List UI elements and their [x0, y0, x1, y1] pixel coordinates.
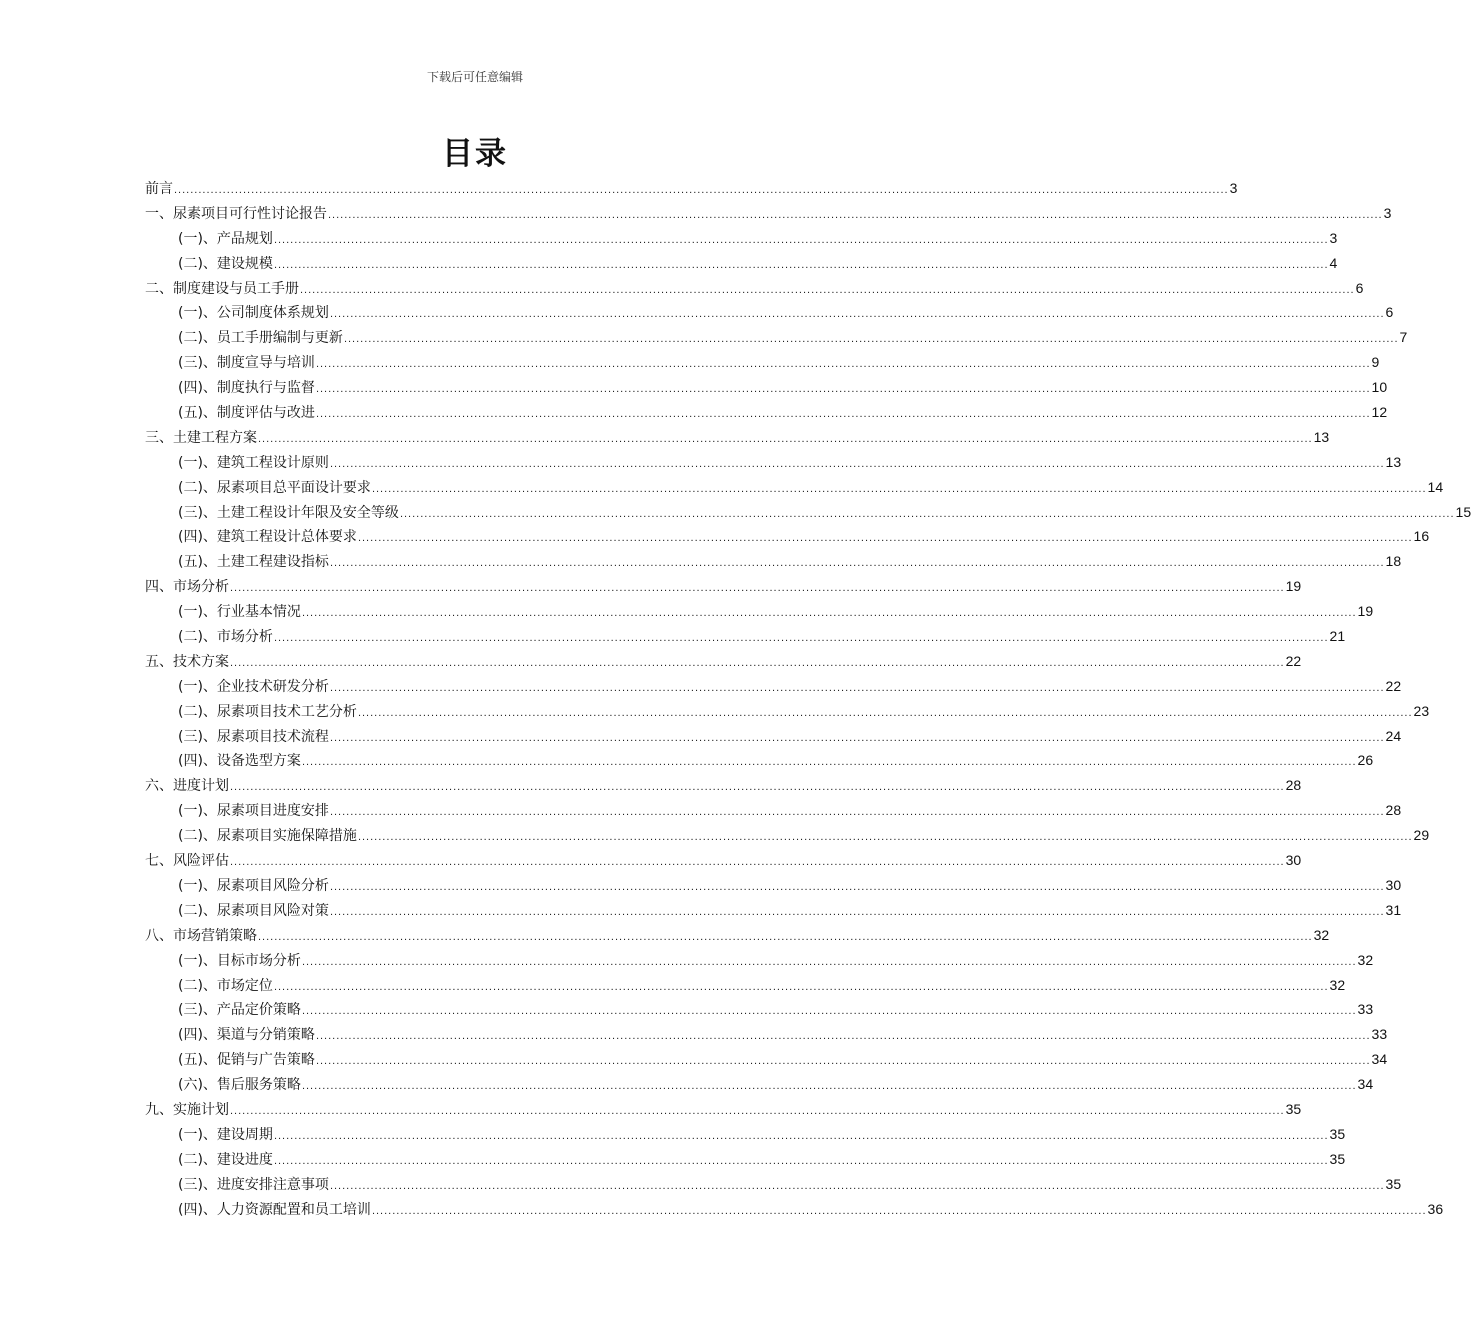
toc-entry-page-number: 28	[1385, 802, 1402, 819]
toc-entry[interactable]	[145, 948, 1374, 973]
toc-entry-label: (四)、渠道与分销策略	[178, 1027, 315, 1044]
toc-entry-label: (一)、建筑工程设计原则	[178, 454, 329, 471]
toc-dot-leader: ....................................................................................................................................................................................................................................................................	[273, 980, 1329, 993]
toc-entry-page-number: 34	[1371, 1051, 1388, 1068]
toc-entry[interactable]	[145, 574, 1302, 599]
toc-entry-label: (二)、尿素项目技术工艺分析	[178, 703, 357, 720]
toc-entry[interactable]	[145, 549, 1402, 574]
toc-entry-label: 三、土建工程方案	[145, 429, 257, 446]
toc-dot-leader: ....................................................................................................................................................................................................................................................................	[357, 831, 1413, 844]
toc-dot-leader: ....................................................................................................................................................................................................................................................................	[273, 632, 1329, 645]
toc-entry-page-number: 28	[1285, 777, 1302, 794]
toc-entry[interactable]	[145, 823, 1430, 848]
toc-entry-page-number: 3	[1329, 229, 1338, 246]
toc-dot-leader: ....................................................................................................................................................................................................................................................................	[371, 1204, 1427, 1217]
toc-entry-page-number: 14	[1427, 478, 1444, 495]
toc-entry-page-number: 21	[1329, 628, 1346, 645]
toc-dot-leader: ....................................................................................................................................................................................................................................................................	[301, 607, 1357, 620]
toc-entry-page-number: 35	[1385, 1175, 1402, 1192]
toc-entry-page-number: 32	[1357, 951, 1374, 968]
toc-entry-page-number: 4	[1329, 254, 1338, 271]
toc-dot-leader: ....................................................................................................................................................................................................................................................................	[301, 955, 1357, 968]
toc-entry-page-number: 32	[1313, 926, 1330, 943]
toc-entry[interactable]	[145, 300, 1394, 325]
toc-entry-page-number: 3	[1229, 180, 1238, 196]
toc-entry[interactable]	[145, 276, 1364, 301]
toc-entry-page-number: 7	[1399, 329, 1408, 346]
toc-entry-label: (二)、尿素项目总平面设计要求	[178, 479, 371, 496]
toc-entry[interactable]	[145, 500, 1471, 525]
toc-entry-page-number: 26	[1357, 752, 1374, 769]
toc-entry-page-number: 32	[1329, 976, 1346, 993]
toc-entry-page-number: 18	[1385, 553, 1402, 570]
toc-dot-leader: ....................................................................................................................................................................................................................................................................	[301, 1080, 1357, 1093]
toc-entry[interactable]	[145, 1172, 1402, 1197]
toc-dot-leader: ....................................................................................................................................................................................................................................................................	[273, 1129, 1329, 1142]
toc-entry-label: 九、实施计划	[145, 1101, 229, 1118]
toc-dot-leader: ....................................................................................................................................................................................................................................................................	[329, 457, 1385, 470]
toc-dot-leader: ....................................................................................................................................................................................................................................................................	[329, 308, 1385, 321]
toc-entry[interactable]	[145, 724, 1402, 749]
toc-entry-page-number: 6	[1385, 304, 1394, 321]
toc-entry-label: (四)、制度执行与监督	[178, 380, 315, 397]
toc-dot-leader: ....................................................................................................................................................................................................................................................................	[315, 1030, 1371, 1043]
toc-dot-leader: ....................................................................................................................................................................................................................................................................	[329, 880, 1385, 893]
toc-entry-label: (五)、制度评估与改进	[178, 405, 315, 422]
toc-entry-label: (一)、产品规划	[178, 230, 273, 247]
toc-entry-label: (三)、尿素项目技术流程	[178, 728, 329, 745]
toc-entry[interactable]	[145, 1097, 1302, 1122]
toc-entry[interactable]	[145, 674, 1402, 699]
toc-dot-leader: ....................................................................................................................................................................................................................................................................	[174, 184, 1229, 196]
toc-entry[interactable]	[145, 599, 1374, 624]
toc-dot-leader: ....................................................................................................................................................................................................................................................................	[315, 1055, 1371, 1068]
toc-entry[interactable]	[145, 1047, 1388, 1072]
toc-dot-leader: ....................................................................................................................................................................................................................................................................	[357, 532, 1413, 545]
toc-entry-label: (一)、行业基本情况	[178, 604, 301, 621]
toc-entry[interactable]	[145, 425, 1330, 450]
toc-entry-label: 七、风险评估	[145, 853, 229, 870]
toc-dot-leader: ....................................................................................................................................................................................................................................................................	[230, 582, 1285, 595]
toc-entry-label: (一)、尿素项目进度安排	[178, 803, 329, 820]
toc-entry[interactable]	[145, 176, 1238, 201]
toc-entry-page-number: 9	[1371, 354, 1380, 371]
toc-entry-label: (一)、尿素项目风险分析	[178, 877, 329, 894]
toc-dot-leader: ....................................................................................................................................................................................................................................................................	[273, 233, 1329, 246]
toc-dot-leader: ....................................................................................................................................................................................................................................................................	[329, 1179, 1385, 1192]
toc-dot-leader: ....................................................................................................................................................................................................................................................................	[371, 482, 1427, 495]
toc-entry[interactable]	[145, 1147, 1346, 1172]
toc-entry-label: (二)、建设进度	[178, 1151, 273, 1168]
toc-entry[interactable]	[145, 375, 1388, 400]
toc-entry-page-number: 33	[1371, 1026, 1388, 1043]
toc-entry-page-number: 16	[1413, 528, 1430, 545]
toc-entry-page-number: 23	[1413, 702, 1430, 719]
toc-entry[interactable]	[145, 400, 1388, 425]
toc-entry-label: (二)、尿素项目风险对策	[178, 902, 329, 919]
toc-dot-leader: ....................................................................................................................................................................................................................................................................	[273, 1154, 1329, 1167]
toc-entry-label: (一)、公司制度体系规划	[178, 305, 329, 322]
toc-entry-label: (二)、建设规模	[178, 255, 273, 272]
toc-entry[interactable]	[145, 773, 1302, 798]
toc-entry-page-number: 6	[1355, 279, 1364, 296]
toc-entry-page-number: 34	[1357, 1076, 1374, 1093]
toc-entry[interactable]	[145, 524, 1430, 549]
toc-entry[interactable]	[145, 997, 1374, 1022]
toc-entry-page-number: 35	[1329, 1150, 1346, 1167]
toc-entry-page-number: 22	[1385, 677, 1402, 694]
toc-entry-page-number: 19	[1357, 603, 1374, 620]
toc-dot-leader: ....................................................................................................................................................................................................................................................................	[230, 656, 1285, 669]
toc-entry[interactable]	[145, 201, 1392, 226]
toc-entry-page-number: 36	[1427, 1200, 1444, 1217]
toc-entry[interactable]	[145, 1122, 1346, 1147]
toc-dot-leader: ....................................................................................................................................................................................................................................................................	[329, 681, 1385, 694]
toc-entry-label: (二)、市场定位	[178, 977, 273, 994]
toc-dot-leader: ....................................................................................................................................................................................................................................................................	[301, 1005, 1357, 1018]
toc-entry[interactable]	[145, 873, 1402, 898]
toc-entry-page-number: 30	[1385, 876, 1402, 893]
toc-entry[interactable]	[145, 226, 1338, 251]
toc-entry-page-number: 33	[1357, 1001, 1374, 1018]
toc-entry[interactable]	[145, 748, 1374, 773]
toc-entry[interactable]	[145, 325, 1408, 350]
toc-dot-leader: ....................................................................................................................................................................................................................................................................	[230, 1104, 1285, 1117]
toc-dot-leader: ....................................................................................................................................................................................................................................................................	[301, 756, 1357, 769]
toc-dot-leader: ....................................................................................................................................................................................................................................................................	[300, 283, 1355, 296]
toc-entry[interactable]	[145, 798, 1402, 823]
toc-entry-page-number: 19	[1285, 578, 1302, 595]
toc-entry-label: (四)、建筑工程设计总体要求	[178, 529, 357, 546]
toc-entry-label: (四)、设备选型方案	[178, 753, 301, 770]
toc-entry-label: (三)、产品定价策略	[178, 1002, 301, 1019]
toc-entry-label: (二)、市场分析	[178, 629, 273, 646]
toc-entry-page-number: 10	[1371, 379, 1388, 396]
toc-dot-leader: ....................................................................................................................................................................................................................................................................	[329, 557, 1385, 570]
toc-entry[interactable]	[145, 624, 1346, 649]
toc-dot-leader: ....................................................................................................................................................................................................................................................................	[230, 781, 1285, 794]
header-note: 下载后可任意编辑	[426, 70, 523, 84]
toc-entry-label: (四)、人力资源配置和员工培训	[178, 1201, 371, 1218]
toc-entry-page-number: 35	[1285, 1100, 1302, 1117]
toc-entry-page-number: 13	[1385, 453, 1402, 470]
toc-dot-leader: ....................................................................................................................................................................................................................................................................	[329, 905, 1385, 918]
table-of-contents	[145, 176, 1471, 1221]
toc-entry-page-number: 22	[1285, 652, 1302, 669]
toc-entry-label: (一)、目标市场分析	[178, 952, 301, 969]
toc-entry[interactable]	[145, 923, 1330, 948]
toc-title: 目录	[442, 136, 508, 172]
toc-entry-label: 一、尿素项目可行性讨论报告	[145, 205, 327, 222]
toc-entry-label: (五)、土建工程建设指标	[178, 554, 329, 571]
toc-dot-leader: ....................................................................................................................................................................................................................................................................	[315, 383, 1371, 396]
toc-dot-leader: ....................................................................................................................................................................................................................................................................	[343, 333, 1399, 346]
toc-entry[interactable]	[145, 898, 1402, 923]
toc-entry-label: 八、市场营销策略	[145, 927, 257, 944]
toc-entry[interactable]	[145, 350, 1380, 375]
toc-dot-leader: ....................................................................................................................................................................................................................................................................	[258, 432, 1313, 445]
toc-entry-label: (二)、员工手册编制与更新	[178, 330, 343, 347]
toc-entry-label: (一)、企业技术研发分析	[178, 678, 329, 695]
toc-dot-leader: ....................................................................................................................................................................................................................................................................	[328, 208, 1383, 221]
toc-entry-label: (二)、尿素项目实施保障措施	[178, 828, 357, 845]
toc-entry-page-number: 31	[1385, 901, 1402, 918]
toc-dot-leader: ....................................................................................................................................................................................................................................................................	[315, 408, 1371, 421]
toc-dot-leader: ....................................................................................................................................................................................................................................................................	[399, 507, 1455, 520]
toc-entry-label: (三)、进度安排注意事项	[178, 1176, 329, 1193]
toc-entry-label: (六)、售后服务策略	[178, 1077, 301, 1094]
toc-entry[interactable]	[145, 251, 1338, 276]
toc-dot-leader: ....................................................................................................................................................................................................................................................................	[329, 806, 1385, 819]
toc-dot-leader: ....................................................................................................................................................................................................................................................................	[258, 930, 1313, 943]
toc-entry-page-number: 15	[1455, 503, 1471, 520]
toc-dot-leader: ....................................................................................................................................................................................................................................................................	[329, 731, 1385, 744]
toc-entry-label: 五、技术方案	[145, 653, 229, 670]
toc-entry-label: 前言	[145, 181, 173, 197]
toc-entry-page-number: 29	[1413, 827, 1430, 844]
toc-entry-page-number: 13	[1313, 428, 1330, 445]
toc-entry[interactable]	[145, 1072, 1374, 1097]
toc-entry-label: 六、进度计划	[145, 778, 229, 795]
toc-entry[interactable]	[145, 1197, 1444, 1222]
toc-entry-label: 二、制度建设与员工手册	[145, 280, 299, 297]
toc-entry-page-number: 35	[1329, 1125, 1346, 1142]
toc-entry-page-number: 30	[1285, 852, 1302, 869]
toc-entry[interactable]	[145, 649, 1302, 674]
toc-entry-label: (三)、制度宣导与培训	[178, 355, 315, 372]
toc-entry-label: (五)、促销与广告策略	[178, 1052, 315, 1069]
toc-entry-page-number: 24	[1385, 727, 1402, 744]
toc-entry-page-number: 12	[1371, 404, 1388, 421]
toc-entry-label: (一)、建设周期	[178, 1126, 273, 1143]
toc-entry-label: (三)、土建工程设计年限及安全等级	[178, 504, 399, 521]
toc-dot-leader: ....................................................................................................................................................................................................................................................................	[357, 706, 1413, 719]
toc-entry-label: 四、市场分析	[145, 579, 229, 596]
toc-entry[interactable]	[145, 450, 1402, 475]
toc-dot-leader: ....................................................................................................................................................................................................................................................................	[230, 856, 1285, 869]
toc-entry[interactable]	[145, 1022, 1388, 1047]
toc-entry[interactable]	[145, 699, 1430, 724]
toc-entry[interactable]	[145, 475, 1444, 500]
toc-dot-leader: ....................................................................................................................................................................................................................................................................	[273, 258, 1329, 271]
toc-entry[interactable]	[145, 973, 1346, 998]
toc-entry-page-number: 3	[1383, 204, 1392, 221]
toc-entry[interactable]	[145, 848, 1302, 873]
toc-dot-leader: ....................................................................................................................................................................................................................................................................	[315, 358, 1371, 371]
